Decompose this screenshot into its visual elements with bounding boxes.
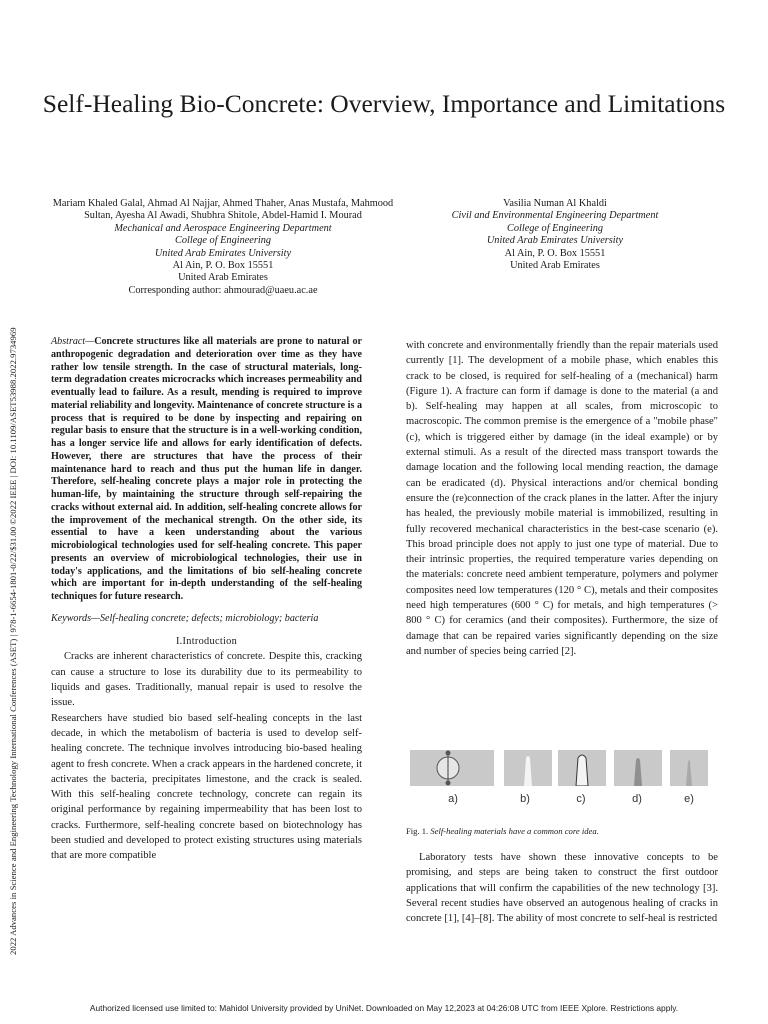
university-left: United Arab Emirates University	[154, 247, 292, 259]
affiliation-left	[48, 198, 398, 297]
figure-label-e: e)	[684, 793, 694, 805]
figure-label-a: a)	[448, 793, 458, 805]
corresponding-author: Corresponding author: ahmourad@uaeu.ac.ae	[128, 284, 318, 296]
right-column-upper	[406, 338, 718, 659]
figure-panel-b	[504, 750, 552, 786]
figure-panel-a	[410, 750, 494, 786]
intro-paragraph-1: Cracks are inherent characteristics of concrete. Despite this, cracking can cause a structure to lose its durability due to its permeability to liquids and gases. Traditionally, manual repair is used to resolve the issue.	[51, 651, 362, 709]
figure-panel-c-drawing	[558, 750, 606, 786]
author-names-left: Mariam Khaled Galal, Ahmad Al Najjar, Ahmed Thaher, Anas Mustafa, Mahmood Sultan, Ayesha Al Awadi, Shubhra Shitole, Abdel-Hamid I. Mourad	[52, 198, 394, 222]
figure-panel-e-drawing	[670, 750, 708, 786]
address-right: Al Ain, P. O. Box 15551	[504, 247, 606, 259]
college-right: College of Engineering	[506, 222, 604, 234]
right-paragraph-1: with concrete and environmentally friendly than the repair materials used currently [1]. The development of a mobile phase, which enables this crack to be closed, is required for self-healing of a (mechanical) harm (Figure 1). A fracture can form if damage is done to the material (a and b). Self-healing may happen at all scales, from microscopic to macroscopic. The common premise is the emergence of a "mobile phase" (c), which is triggered either by damage (in the ideal example) or by external stimuli. As a result of the directed mass transport towards the damage location and the following local mending reaction, the damage can be eradicated (d). Physical interactions and/or chemical bonding ensure the (re)connection of the crack planes in the latter. After the injury has healed, the previously mobile material is immobilized, resulting in fully recovered mechanical characteristics in the best-case scenario (e). This broad principle does not apply to just one type of material. Due to their intrinsic properties, the required temperature varies depending on the materials: concrete need ambient temperature, polymers and polymer composites need low temperatures (120 ° C), metals and their composites need high temperatures (600 ° C) for metals, and high temperatures (> 800 ° C) for ceramics (and their composites). Furthermore, the size of damage that can be repaired varies significantly depending on the size and number of species being carried [2].	[406, 340, 718, 657]
abstract	[51, 336, 362, 604]
figure-panel-d-drawing	[614, 750, 662, 786]
right-column-lower	[406, 850, 718, 926]
figure-panel-d	[614, 750, 662, 786]
keywords: Keywords—Self-healing concrete; defects; microbiology; bacteria	[51, 612, 319, 624]
abstract-body: Concrete structures like all materials are prone to natural or anthropogenic degradation and deterioration over time as they have rather low tensile strength. In the case of structural materials, long-term degradation creates microcracks which increases permeability and eventually lead to failure. As a result, mending is required to improve material reliability and longevity. Maintenance of concrete structure is a process that is required to be done by inspecting and repairing on regular basis to ensure that the structure is in a well-working condition, has a longer service life and allows for early identification of defects. However, there are structures that have the process of their maintenance hard to reach and thus put the human life in danger. Therefore, self-healing concrete plays a major role in protecting the human-life, by maintaining the structure through self-repairing the cracks without external aid. In addition, self-healing concrete allows for the improvement of the mechanical strength. On the other side, its essential to have a keen understanding about the various microbiological technologies used for self-healing concrete. This paper presents an overview of microbiological technologies, their use in today's applications, and the limitations of bio self-healing concrete which are important for in-depth understanding of the self-healing techniques for future research.	[51, 336, 362, 602]
intro-paragraph-2: Researchers have studied bio based self-healing concepts in the last decade, in which the metabolism of bacteria is used to develop self-healing concrete. The technique involves introducing bio-based healing agent to fresh concrete. When a crack appears in the hardened concrete, it activates the bacteria, precipitates limestone, and the crack is sealed. With this self-healing concrete technology, concrete can regain its original performance by regaining impermeability that has been lost to cracks. Furthermore, self-healing concrete based on biotechnology has been studied and developed to protect existing structures using materials that are more compatible	[51, 712, 362, 862]
figure-label-d: d)	[632, 793, 642, 805]
address-left: Al Ain, P. O. Box 15551	[172, 260, 274, 272]
figure-panel-e	[670, 750, 708, 786]
figure-label-b: b)	[520, 793, 530, 805]
right-paragraph-2: Laboratory tests have shown these innovative concepts to be promising, and steps are being taken to construct the first outdoor applications that will confirm the capabilities of the new technology [3]. Several recent studies have observed an autogenous healing of cracks in concrete [1], [4]–[8]. The ability of most concrete to self-heal is restricted	[406, 852, 718, 925]
figure-label-c: c)	[576, 793, 586, 805]
country-left: United Arab Emirates	[178, 272, 268, 284]
department-right: Civil and Environmental Engineering Department	[451, 210, 659, 222]
abstract-lead: Abstract—	[51, 336, 95, 347]
country-right: United Arab Emirates	[510, 260, 600, 272]
college-left: College of Engineering	[174, 235, 272, 247]
figure-caption	[406, 826, 718, 837]
left-column	[51, 336, 362, 864]
author-names-right: Vasilia Numan Al Khaldi	[503, 198, 607, 209]
figure-panel-a-drawing	[410, 750, 494, 786]
paper-title: Self-Healing Bio-Concrete: Overview, Importance and Limitations	[42, 89, 726, 118]
affiliation-right	[400, 198, 710, 272]
university-right: United Arab Emirates University	[486, 235, 624, 247]
figure-caption-text: Self-healing materials have a common core idea.	[430, 826, 599, 836]
license-footer: Authorized licensed use limited to: Mahidol University provided by UniNet. Downloaded on May 12,2023 at 04:26:08 UTC from IEEE Xplore. Restrictions apply.	[89, 1003, 679, 1013]
department-left: Mechanical and Aerospace Engineering Department	[114, 222, 332, 234]
doi-side-note: 2022 Advances in Science and Engineering Technology International Conferences (ASET) | 978-1-6654-1801-0/22/$31.00 ©2022 IEEE | DOI: 10.1109/ASET53988.2022.9734969	[8, 327, 18, 955]
section-heading: I.Introduction	[175, 636, 238, 648]
figure-panel-c	[558, 750, 606, 786]
figure-caption-prefix: Fig. 1.	[406, 826, 429, 836]
figure-1	[408, 750, 708, 810]
figure-panel-b-drawing	[504, 750, 552, 786]
